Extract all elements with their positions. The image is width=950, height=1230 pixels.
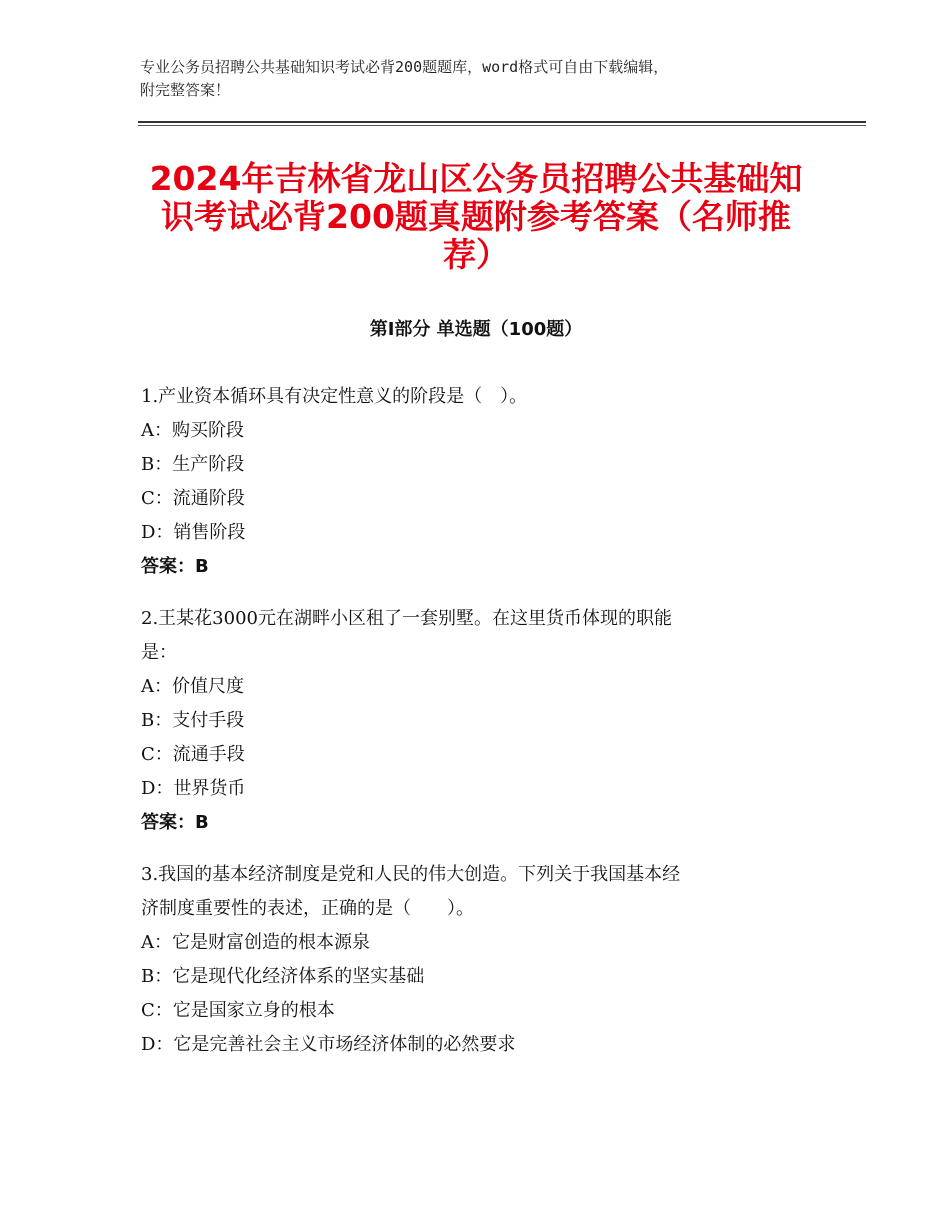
option-a: A：它是财富创造的根本源泉 bbox=[141, 932, 370, 953]
option-a: A：价值尺度 bbox=[141, 676, 244, 697]
question-2 bbox=[141, 602, 801, 840]
question-list bbox=[141, 380, 801, 1080]
question-text: 是： bbox=[141, 642, 177, 663]
option-d: D：销售阶段 bbox=[141, 522, 246, 543]
header-note-line: 附完整答案！ bbox=[140, 81, 231, 99]
header-note-line: 专业公务员招聘公共基础知识考试必背200题题库，word格式可自由下载编辑， bbox=[140, 58, 669, 76]
option-b: B：支付手段 bbox=[141, 710, 245, 731]
answer-label: 答案：B bbox=[141, 556, 209, 577]
document-title: 2024年吉林省龙山区公务员招聘公共基础知识考试必背200题真题附参考答案（名师推荐） bbox=[149, 159, 803, 274]
question-text: 2.王某花3000元在湖畔小区租了一套别墅。在这里货币体现的职能 bbox=[141, 608, 672, 629]
question-1 bbox=[141, 380, 801, 584]
question-text: 1.产业资本循环具有决定性意义的阶段是（ ）。 bbox=[141, 386, 528, 407]
option-b: B：生产阶段 bbox=[141, 454, 245, 475]
option-b: B：它是现代化经济体系的坚实基础 bbox=[141, 966, 425, 987]
question-text: 3.我国的基本经济制度是党和人民的伟大创造。下列关于我国基本经 bbox=[141, 864, 681, 885]
option-d: D：它是完善社会主义市场经济体制的必然要求 bbox=[141, 1034, 516, 1055]
question-3 bbox=[141, 858, 801, 1062]
option-c: C：流通手段 bbox=[141, 744, 245, 765]
option-c: C：它是国家立身的根本 bbox=[141, 1000, 335, 1021]
option-c: C：流通阶段 bbox=[141, 488, 245, 509]
question-text: 济制度重要性的表述，正确的是（ ）。 bbox=[141, 898, 474, 919]
header-divider-thin bbox=[138, 125, 866, 126]
header-divider-thick bbox=[138, 121, 866, 123]
option-d: D：世界货币 bbox=[141, 778, 246, 799]
part-heading: 第Ⅰ部分 单选题（100题） bbox=[369, 319, 583, 340]
answer-label: 答案：B bbox=[141, 812, 209, 833]
option-a: A：购买阶段 bbox=[141, 420, 244, 441]
header-note bbox=[140, 56, 820, 102]
